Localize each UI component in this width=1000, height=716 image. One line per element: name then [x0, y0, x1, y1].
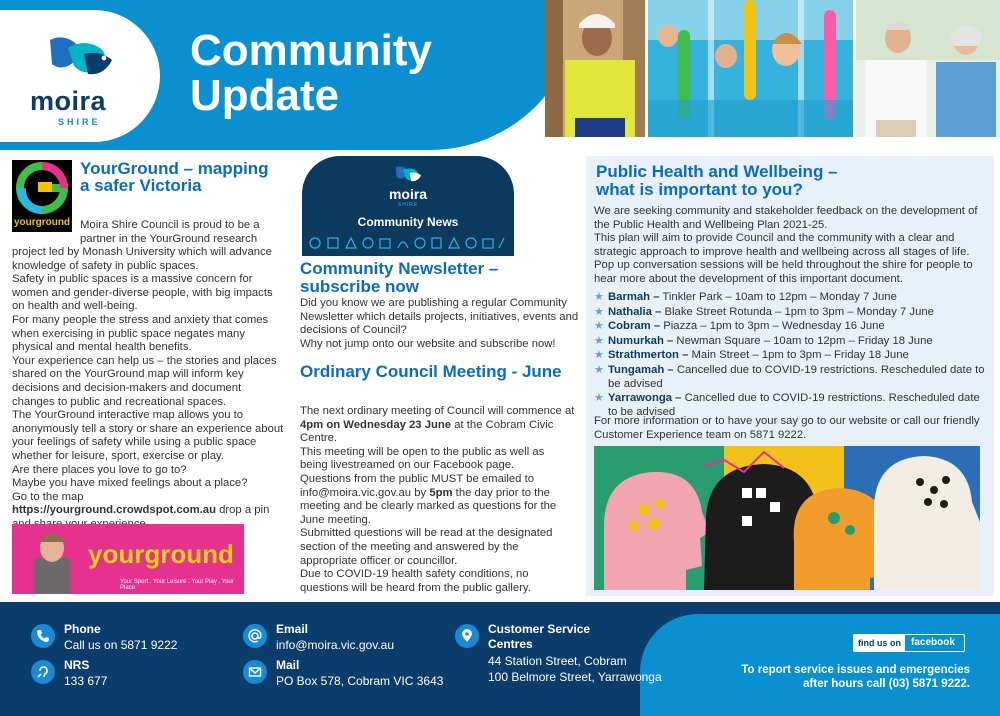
session-place: Cobram – [608, 320, 661, 333]
list-item [594, 364, 988, 391]
yourground-heading: YourGround – mapping a safer Victoria [80, 159, 269, 195]
meeting-location: at the Cobram Civic Centre. [300, 418, 554, 445]
newsletter-heading [300, 260, 498, 296]
session-detail: Blake Street Rotunda – 1pm to 3pm – Monday 7 June [661, 305, 934, 318]
session-detail: Cancelled due to COVID-19 restrictions. Rescheduled date to be advised [608, 392, 980, 418]
header [0, 0, 1000, 150]
newsletter-cta: Why not jump onto our website and subscribe now! [300, 337, 556, 350]
news-card-subtitle: SHIRE [397, 202, 419, 208]
session-place: Numurkah – [608, 334, 674, 347]
banner-wordmark: yourground [88, 539, 234, 569]
news-card-title: Community News [357, 215, 459, 229]
session-detail: Cancelled due to COVID-19 restrictions. Rescheduled date to be advised [608, 363, 985, 390]
meeting-date-time: 4pm on Wednesday 23 June [300, 418, 452, 431]
yourground-intro-continued: project led by Monash University which will advance knowledge of safety in public spaces. [12, 246, 272, 272]
meeting-time-prefix: The next ordinary meeting of Council will commence at [300, 405, 575, 417]
location-pin-icon [455, 624, 479, 648]
session-detail: Main Street – 1pm to 3pm – Friday 18 June [688, 349, 909, 362]
phone-icon [31, 624, 55, 648]
yourground-map-link[interactable]: https://yourground.crowdspot.com.au [12, 504, 216, 517]
list-item [594, 291, 988, 305]
public-health-body [594, 205, 988, 287]
list-item [594, 306, 988, 320]
centre-address: 100 Belmore Street, Yarrawonga [488, 670, 662, 684]
meeting-paragraph: Submitted questions will be read at the designated section of the meeting and answered by the appropriate officer or councillor. [300, 527, 553, 567]
newsletter-body [300, 297, 580, 351]
yourground-paragraph: The YourGround interactive map allows you to anonymously tell a story or share an experience about your feelings of safety while using a public space whether for leisure, sport, exercise or play. [12, 409, 284, 462]
session-detail: Piazza – 1pm to 3pm – Wednesday 16 June [660, 320, 885, 333]
list-item [594, 320, 988, 334]
hearing-icon [31, 660, 55, 684]
yourground-logo [12, 160, 72, 232]
moira-logo-mark-icon [44, 32, 116, 86]
centres-addresses [488, 653, 662, 685]
centres-label [488, 622, 590, 652]
page-title-line-2: Update [190, 71, 340, 120]
questions-deadline: 5pm [429, 486, 453, 499]
moira-logo-mark-icon [393, 164, 423, 186]
yourground-banner [12, 524, 244, 594]
public-health-heading [596, 163, 976, 199]
nrs-number: 133 677 [64, 674, 108, 688]
yourground-paragraph: Maybe you have mixed feelings about a place? [12, 477, 248, 490]
after-hours-notice [690, 663, 970, 691]
questions-suffix: the day prior to the meeting and be clearly marked as questions for the June meeting. [300, 486, 557, 526]
session-place: Barmah – [608, 291, 660, 303]
phone-label: Phone [64, 622, 101, 636]
logo-subtitle: SHIRE [58, 117, 101, 127]
logo-wordmark: moira [30, 86, 107, 116]
session-list [594, 291, 988, 420]
banner-tagline: Your Sport . Your Leisure . Your Play . Your Place [120, 579, 234, 591]
photo-pool [648, 0, 853, 137]
yourground-paragraph: Are there places you love to go to? [12, 463, 187, 476]
public-health-heading-line-1: Public Health and Wellbeing – [596, 162, 838, 181]
mail-label: Mail [276, 658, 300, 672]
phone-number: Call us on 5871 9222 [64, 638, 178, 652]
public-health-panel [586, 156, 994, 596]
email-icon [243, 624, 267, 648]
session-place: Tungamah – [608, 363, 674, 376]
yourground-body [12, 246, 284, 531]
heads-illustration [594, 446, 980, 590]
facebook-button[interactable] [853, 634, 965, 652]
yourground-paragraph: For many people the stress and anxiety that comes when exercising in public space negates many physical and mental health benefits. [12, 313, 269, 354]
list-item [594, 349, 988, 363]
star-icon: ★ [594, 291, 604, 303]
after-hours-line-1: To report service issues and emergencies [741, 664, 970, 676]
banner-person-icon [16, 524, 86, 594]
page-title [190, 28, 432, 118]
star-icon: ★ [594, 363, 604, 376]
session-detail: Newman Square – 10am to 12pm – Friday 18 June [673, 334, 933, 347]
email-address: info@moira.vic.gov.au [276, 638, 395, 652]
public-health-paragraph: This plan will aim to provide Council and the community with a clear and strategic approach to improve health and wellbeing across all stages of life. [594, 232, 970, 258]
page-title-line-1: Community [190, 26, 432, 75]
map-suffix: drop a pin [219, 504, 270, 517]
star-icon: ★ [594, 392, 604, 405]
questions-prefix: Questions from the public MUST be emailed to info@moira.vic.gov.au by [300, 472, 534, 499]
moira-shire-logo[interactable] [0, 10, 160, 142]
photo-couple [856, 0, 1000, 137]
meeting-paragraph: This meeting will be open to the public as well as being livestreamed on our Facebook page. [300, 445, 545, 472]
worker-illustration [545, 0, 645, 137]
mail-address: PO Box 578, Cobram VIC 3643 [276, 674, 444, 688]
meeting-paragraph [300, 473, 575, 527]
yourground-paragraph: Your experience can help us – the stories and places shared on the YourGround map will inform key decisions and decision-makers and document changes to public and recreational spaces. [12, 354, 277, 408]
session-place: Strathmerton – [608, 349, 689, 362]
photo-worker [545, 0, 645, 137]
newsletter-heading-line-1: Community Newsletter – [300, 259, 499, 278]
facebook-find-label: find us on [854, 635, 905, 651]
community-icons-strip-icon [308, 236, 508, 250]
star-icon: ★ [594, 305, 604, 318]
yourground-intro: Moira Shire Council is proud to be a partner in the YourGround research [80, 219, 260, 245]
news-card-wordmark: moira [388, 186, 428, 202]
public-health-more-info: For more information or to have your say go to our website or call our friendly Customer Experience team on 5871 9222. [594, 415, 980, 441]
nrs-label: NRS [64, 658, 90, 672]
yourground-logo-word: yourground [13, 217, 71, 228]
public-health-heading-line-2: what is important to you? [596, 180, 803, 199]
star-icon: ★ [594, 320, 604, 333]
mail-envelope-icon [243, 660, 267, 684]
meeting-paragraph: Due to COVID-19 health safety conditions, no questions will be heard from the public gallery. [300, 568, 531, 594]
star-icon: ★ [594, 334, 604, 347]
council-meeting-heading: Ordinary Council Meeting - June [300, 362, 562, 381]
after-hours-line-2: after hours call (03) 5871 9222. [803, 678, 970, 690]
yourground-paragraph: Safety in public spaces is a massive concern for women and gender-diverse people, with big impacts on health and well-being. [12, 273, 273, 313]
star-icon: ★ [594, 349, 604, 362]
newsletter-paragraph: Did you know we are publishing a regular Community Newsletter which details projects, initiatives, events and decisions of Council? [300, 297, 579, 337]
list-item [594, 335, 988, 349]
council-meeting-body [300, 405, 575, 595]
newsletter-heading-line-2: subscribe now [300, 277, 420, 296]
community-news-card [302, 156, 514, 256]
map-prefix: Go to the map [12, 490, 84, 503]
pool-illustration [648, 0, 853, 137]
session-detail: Tinkler Park – 10am to 12pm – Monday 7 June [659, 291, 897, 303]
couple-illustration [856, 0, 1000, 137]
facebook-name: facebook [911, 637, 955, 648]
centres-label-line-1: Customer Service [488, 622, 591, 636]
public-health-paragraph: We are seeking community and stakeholder feedback on the development of the Public Health and Wellbeing Plan 2021-25. [594, 205, 978, 231]
session-place: Yarrawonga – [608, 392, 682, 405]
public-health-paragraph: Pop up conversation sessions will be held throughout the shire for people to hear more about the development of this important document. [594, 259, 973, 285]
meeting-paragraph [300, 405, 575, 446]
session-place: Nathalia – [608, 305, 662, 318]
centre-address: 44 Station Street, Cobram [488, 654, 627, 668]
email-label: Email [276, 622, 309, 636]
yourground-logo-mark-icon [12, 160, 72, 216]
centres-label-line-2: Centres [488, 637, 533, 651]
